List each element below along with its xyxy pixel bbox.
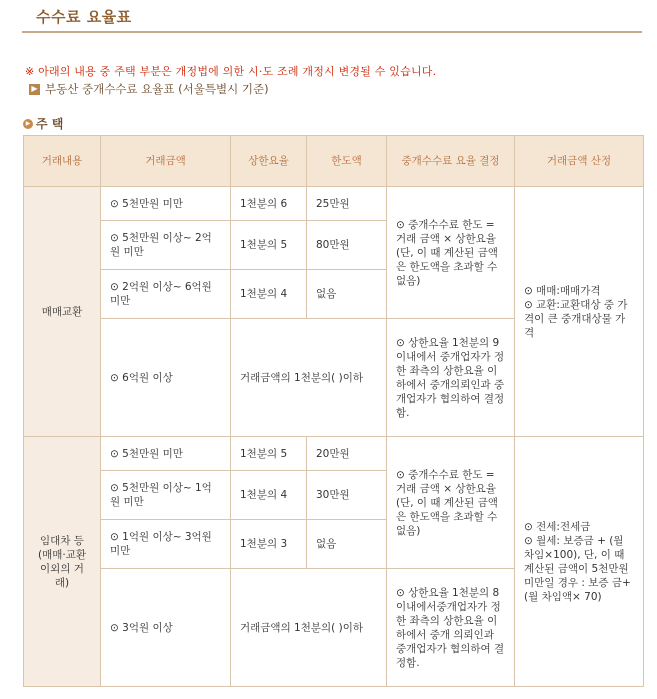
table-row [24,187,644,221]
limit-cell: 없음 [307,270,387,319]
limit-cell: 80만원 [307,221,387,270]
rate-cell: 1천분의 4 [231,270,307,319]
subtitle-label: 부동산 중개수수료 요율표 (서울특별시 기준) [45,82,269,96]
amount-cell: ⊙ 1억원 이상~ 3억원 미만 [101,520,231,569]
rate-cell: 1천분의 6 [231,187,307,221]
decision-cell: ⊙ 상한요율 1천분의 9 이내에서 중개업자가 정한 좌측의 상한요율 이하에서 중개의뢰인과 중개업자가 협의하여 결정함. [387,319,515,437]
rate-cell: 1천분의 5 [231,437,307,471]
header-cell: 거래금액 산정 [515,136,644,187]
limit-cell: 25만원 [307,187,387,221]
header-cell: 중개수수료 요율 결정 [387,136,515,187]
amount-cell: ⊙ 5천만원 미만 [101,437,231,471]
rate-cell: 거래금액의 1천분의( )이하 [231,569,387,687]
title-divider [22,31,642,33]
bullet-arrow-icon: ▶ [23,119,33,129]
rate-cell: 1천분의 5 [231,221,307,270]
header-cell: 거래금액 [101,136,231,187]
calc-cell: ⊙ 전세:전세금 ⊙ 월세: 보증금 + (월 차임×100), 단, 이 때 계산된 금액이 5천만원 미만일 경우 : 보증 금+(월 차임액× 70) [515,437,644,687]
amount-cell: ⊙ 6억원 이상 [101,319,231,437]
category-cell: 매매교환 [24,187,101,437]
amount-cell: ⊙ 2억원 이상~ 6억원 미만 [101,270,231,319]
amount-cell: ⊙ 5천만원 미만 [101,187,231,221]
section-label: 주 택 [36,117,64,131]
limit-cell: 20만원 [307,437,387,471]
section-heading [23,115,63,132]
notice-text: ※ 아래의 내용 중 주택 부분은 개정법에 의한 시·도 조례 개정시 변경될 수 있습니다. [25,65,437,78]
decision-cell: ⊙ 중개수수료 한도 = 거래 금액 × 상한요율 (단, 이 때 계산된 금액은 한도액을 초과할 수 없음) [387,187,515,319]
limit-cell: 30만원 [307,471,387,520]
calc-cell: ⊙ 매매:매매가격 ⊙ 교환:교환대상 중 가격이 큰 중개대상물 가격 [515,187,644,437]
table-row [24,437,644,471]
amount-cell: ⊙ 5천만원 이상~ 2억원 미만 [101,221,231,270]
decision-cell: ⊙ 상한요율 1천분의 8 이내에서중개업자가 정한 좌측의 상한요율 이하에서 중개 의뢰인과 중개업자가 협의하여 결정함. [387,569,515,687]
table-header-row [24,136,644,187]
category-cell: 임대차 등 (매매·교환 이외의 거래) [24,437,101,687]
amount-cell: ⊙ 5천만원 이상~ 1억원 미만 [101,471,231,520]
limit-cell: 없음 [307,520,387,569]
decision-cell: ⊙ 중개수수료 한도 = 거래 금액 × 상한요율 (단, 이 때 계산된 금액은 한도액을 초과할 수 없음) [387,437,515,569]
amount-cell: ⊙ 3억원 이상 [101,569,231,687]
rate-cell: 거래금액의 1천분의( )이하 [231,319,387,437]
header-cell: 거래내용 [24,136,101,187]
header-cell: 한도액 [307,136,387,187]
header-cell: 상한요율 [231,136,307,187]
fee-table-link[interactable] [29,81,269,97]
rate-cell: 1천분의 4 [231,471,307,520]
fee-table [23,135,644,687]
page-title: 수수료 요율표 [36,8,132,26]
rate-cell: 1천분의 3 [231,520,307,569]
arrow-right-icon: ▶ [29,84,40,95]
